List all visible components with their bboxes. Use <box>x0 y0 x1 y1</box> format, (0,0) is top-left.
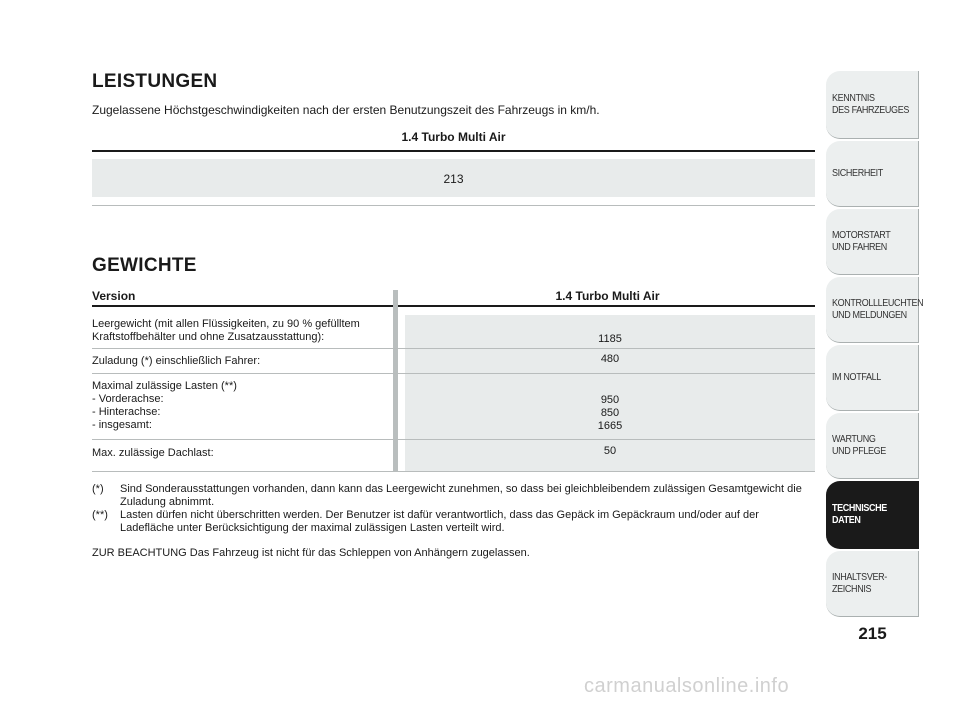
sidebar-tab-label: MOTORSTART UND FAHREN <box>832 229 891 253</box>
row-lasten-label: Maximal zulässige Lasten (**) - Vorderachse: - Hinterachse: - insgesamt: <box>92 380 237 431</box>
sidebar-tab-inhaltsverzeichnis[interactable] <box>826 551 919 617</box>
leistungen-header-rule <box>92 150 815 152</box>
row-divider <box>92 439 815 440</box>
note-1-text: Sind Sonderausstattungen vorhanden, dann kann das Leergewicht zunehmen, so dass bei gleichbleibendem zulässigen Gesamtgewicht die Zuladung abnimmt. <box>120 483 802 508</box>
leistungen-end-rule <box>92 205 815 206</box>
gewichte-title: GEWICHTE <box>92 255 197 276</box>
speed-value: 213 <box>443 172 464 186</box>
sidebar-tab-kontrollleuchten[interactable] <box>826 277 924 343</box>
leistungen-title: LEISTUNGEN <box>92 71 218 92</box>
row-zuladung-label: Zuladung (*) einschließlich Fahrer: <box>92 355 261 367</box>
sidebar-tab-wartung[interactable] <box>826 413 919 479</box>
table-end-rule <box>92 471 815 472</box>
sidebar-tab-technische-daten[interactable] <box>826 481 919 549</box>
sidebar-tab-kenntnis[interactable] <box>826 71 919 139</box>
sidebar-tab-label: WARTUNG UND PFLEGE <box>832 433 886 457</box>
row-divider <box>92 373 815 374</box>
leistungen-intro: Zugelassene Höchstgeschwindigkeiten nach der ersten Benutzungszeit des Fahrzeugs in km/h. <box>92 103 600 117</box>
col-engine-header: 1.4 Turbo Multi Air <box>555 289 660 303</box>
row-zuladung-value: 480 <box>600 353 620 365</box>
row-leergewicht-value: 1185 <box>598 333 622 345</box>
column-divider <box>393 290 398 472</box>
beachtung-note: ZUR BEACHTUNG Das Fahrzeug ist nicht für das Schleppen von Anhängern zugelassen. <box>92 547 530 559</box>
page-number: 215 <box>858 624 887 643</box>
row-lasten-value: 950 850 1665 <box>597 394 623 432</box>
gewichte-header-rule <box>92 305 815 307</box>
note-2-text: Lasten dürfen nicht überschritten werden. Der Benutzer ist dafür verantwortlich, dass das Gepäck im Gepäckraum und/oder auf der Ladefläche unter Berücksichtigung der maximal zulässigen Lasten verteilt wird. <box>120 509 759 534</box>
note-1-mark: (*) <box>92 483 104 495</box>
leistungen-engine: 1.4 Turbo Multi Air <box>401 130 506 144</box>
sidebar-tab-motorstart[interactable] <box>826 209 919 275</box>
note-2-mark: (**) <box>92 509 108 521</box>
row-dachlast-label: Max. zulässige Dachlast: <box>92 447 214 459</box>
sidebar-tab-label: KENNTNIS DES FAHRZEUGES <box>832 92 909 116</box>
col-version-header: Version <box>92 289 136 303</box>
sidebar-tab-label: INHALTSVER- ZEICHNIS <box>832 571 887 595</box>
row-dachlast-value: 50 <box>603 445 617 457</box>
sidebar-tab-label: TECHNISCHE DATEN <box>832 502 887 526</box>
watermark-text: carmanualsonline.info <box>584 675 790 697</box>
sidebar-tab-notfall[interactable] <box>826 345 919 411</box>
row-divider <box>92 348 815 349</box>
sidebar-tab-label: SICHERHEIT <box>832 167 883 179</box>
sidebar-tab-label: IM NOTFALL <box>832 371 881 383</box>
sidebar-tab-label: KONTROLLLEUCHTEN UND MELDUNGEN <box>832 297 924 321</box>
sidebar-tab-sicherheit[interactable] <box>826 141 919 207</box>
row-leergewicht-label: Leergewicht (mit allen Flüssigkeiten, zu 90 % gefülltem Kraftstoffbehälter und ohne Zusatzausstattung): <box>92 318 360 343</box>
